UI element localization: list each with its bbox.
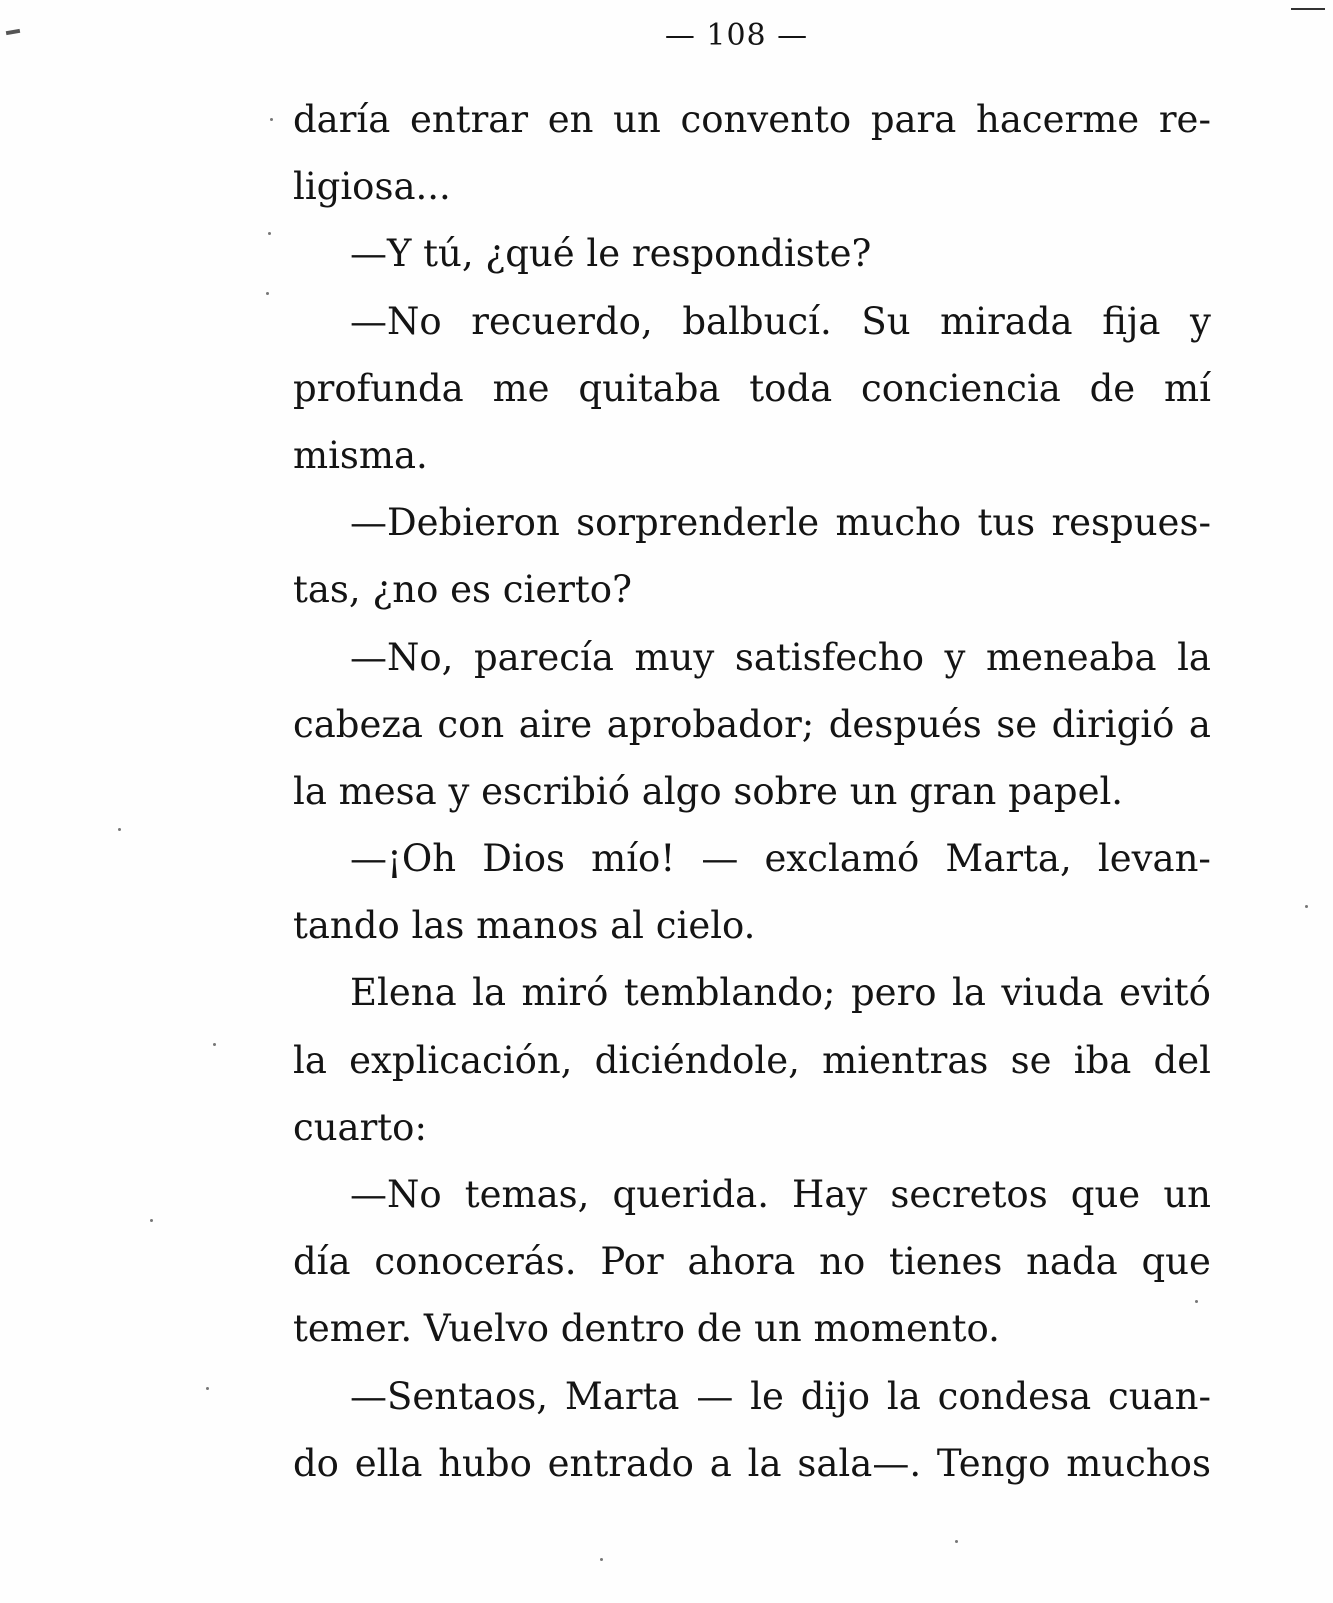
paper-speck [1305, 905, 1308, 908]
paper-speck [600, 1558, 603, 1561]
text-line: —Sentaos, Marta — le dijo la condesa cuan- [350, 1374, 1211, 1418]
text-line: cabeza con aire aprobador; después se dirigió a [293, 702, 1211, 746]
text-line: —No, parecía muy satisfecho y meneaba la [350, 635, 1211, 679]
text-line: tando las manos al cielo. [293, 904, 756, 948]
corner-rule-mark [1291, 8, 1325, 10]
text-line: la mesa y escribió algo sobre un gran papel. [293, 769, 1124, 813]
text-line: tas, ¿no es cierto? [293, 568, 632, 612]
text-line: —¡Oh Dios mío! — exclamó Marta, levan- [350, 837, 1211, 881]
paper-speck [266, 292, 269, 295]
text-line: cuarto: [293, 1105, 427, 1149]
text-line: profunda me quitaba toda conciencia de mí [293, 366, 1211, 410]
text-line: —Debieron sorprenderle mucho tus respues- [350, 501, 1211, 545]
paper-speck [150, 1219, 153, 1222]
text-line: misma. [293, 433, 428, 477]
text-line: —Y tú, ¿qué le respondiste? [350, 232, 872, 276]
paper-speck [206, 1387, 209, 1390]
paper-speck [213, 1043, 216, 1046]
paper-speck [270, 118, 273, 121]
text-line: daría entrar en un convento para hacerme re- [293, 98, 1211, 141]
text-line: ligiosa... [293, 165, 451, 209]
paper-speck [1195, 1300, 1198, 1303]
text-line: —No recuerdo, balbucí. Su mirada fija y [350, 299, 1211, 343]
text-line: temer. Vuelvo dentro de un momento. [293, 1307, 1000, 1351]
text-line: la explicación, diciéndole, mientras se iba del [293, 1038, 1211, 1082]
paper-speck [955, 1540, 958, 1543]
paper-speck [118, 828, 121, 831]
body-text [293, 86, 1211, 1497]
text-line: do ella hubo entrado a la sala—. Tengo muchos [293, 1441, 1211, 1485]
text-line: —No temas, querida. Hay secretos que un [350, 1173, 1211, 1216]
text-line: día conocerás. Por ahora no tienes nada que [293, 1240, 1211, 1284]
paper-speck [268, 232, 271, 235]
text-line: Elena la miró temblando; pero la viuda evitó [350, 971, 1211, 1015]
page-number: — 108 — [664, 18, 809, 53]
